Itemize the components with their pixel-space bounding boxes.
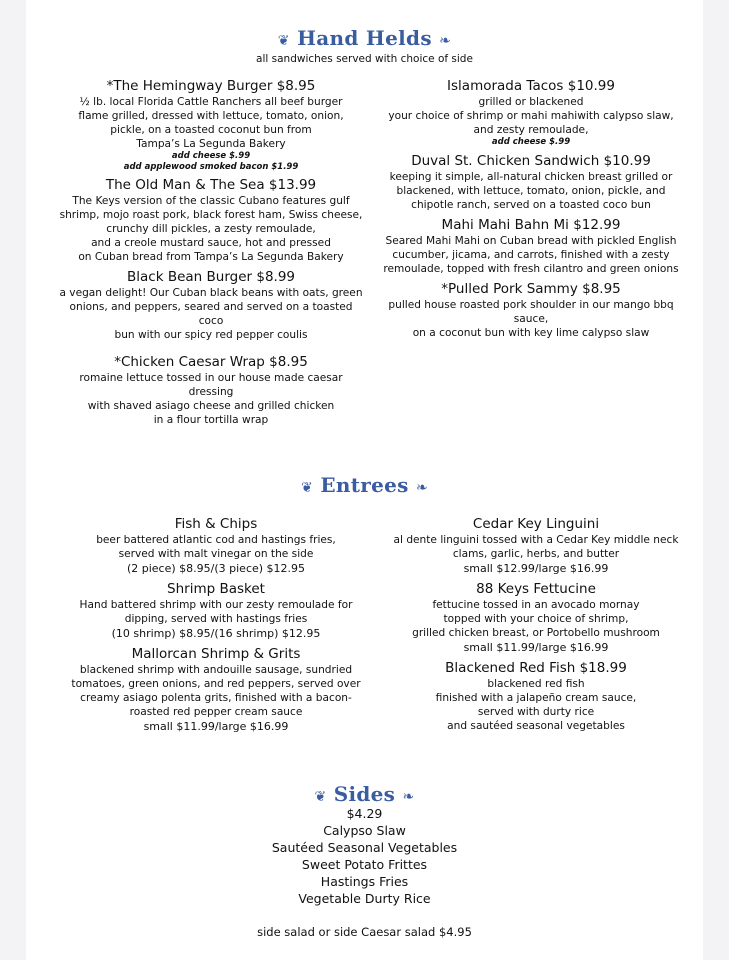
item-description-line: finished with a jalapeño cream sauce, <box>435 692 637 704</box>
item-name: Mahi Mahi Bahn Mi $12.99 <box>441 216 621 233</box>
handhelds-header <box>26 26 703 50</box>
item-name: Islamorada Tacos $10.99 <box>447 78 615 94</box>
item-description-line: roasted red pepper cream sauce <box>129 706 303 718</box>
item-description-line: served with durty rice <box>477 706 595 718</box>
item-description-line: remoulade, topped with fresh cilantro and green onions <box>383 262 679 275</box>
item-name: The Old Man & The Sea $13.99 <box>105 177 317 193</box>
entrees-right-column <box>386 516 686 738</box>
item-description-line: shrimp, mojo roast pork, black forest ham, Swiss cheese, <box>59 209 363 221</box>
item-description-line: pulled house roasted pork shoulder in our mango bbq sauce, <box>388 298 674 325</box>
item-name: Blackened Red Fish $18.99 <box>445 660 627 676</box>
item-description-line: served with malt vinegar on the side <box>118 548 314 560</box>
item-description-line: a vegan delight! Our Cuban black beans with oats, green <box>59 287 363 299</box>
item-description-line: onions, and peppers, seared and served on a toasted coco <box>69 301 353 327</box>
item-price: small $11.99/large $16.99 <box>143 720 289 733</box>
side-item: Sweet Potato Frittes <box>301 857 428 872</box>
handhelds-title: Hand Helds <box>297 26 432 50</box>
item-description-line: creamy asiago polenta grits, finished with a bacon- <box>80 692 352 704</box>
item-name: Cedar Key Linguini <box>472 516 600 532</box>
item-addon: add applewood smoked bacon $1.99 <box>123 161 299 172</box>
menu-page <box>26 0 703 960</box>
item-name: Fish & Chips <box>174 516 258 532</box>
item-price: small $11.99/large $16.99 <box>463 641 609 654</box>
item-name: Shrimp Basket <box>167 581 265 597</box>
item-description-line: on a coconut bun with key lime calypso slaw <box>412 326 650 339</box>
item-description-line: ½ lb. local Florida Cattle Ranchers all beef burger <box>79 96 343 108</box>
item-description-line: topped with your choice of shrimp, <box>443 613 629 625</box>
menu-item <box>386 660 686 733</box>
item-description-line: on Cuban bread from Tampa’s La Segunda Bakery <box>78 251 344 263</box>
sides-price: $4.29 <box>346 806 383 821</box>
left-flourish-icon: ❦ <box>301 480 314 496</box>
entrees-header <box>26 473 703 497</box>
left-flourish-icon: ❦ <box>277 33 290 49</box>
side-item: Sautéed Seasonal Vegetables <box>271 840 458 855</box>
item-description-line: grilled or blackened <box>478 96 584 108</box>
right-flourish-icon: ❧ <box>439 33 452 49</box>
entrees-left-column <box>66 516 366 739</box>
item-price: (2 piece) $8.95/(3 piece) $12.95 <box>126 562 306 575</box>
menu-item <box>376 78 686 148</box>
item-description-line: Seared Mahi Mahi on Cuban bread with pickled English <box>385 234 677 247</box>
menu-item <box>56 177 366 264</box>
item-name: Duval St. Chicken Sandwich $10.99 <box>411 152 651 169</box>
entrees-title: Entrees <box>320 473 409 497</box>
item-name: *The Hemingway Burger $8.95 <box>106 78 316 94</box>
side-item: Hastings Fries <box>320 874 409 889</box>
item-description-line: pickle, on a toasted coconut bun from <box>110 124 312 136</box>
item-description-line: Tampa’s La Segunda Bakery <box>136 138 286 150</box>
item-description-line: crunchy dill pickles, a zesty remoulade, <box>106 223 316 235</box>
item-description-line: tomatoes, green onions, and red peppers, served over <box>71 678 361 690</box>
item-description-line: blackened red fish <box>487 678 585 690</box>
item-name: *Pulled Pork Sammy $8.95 <box>441 280 621 297</box>
item-description-line: beer battered atlantic cod and hastings fries, <box>96 534 336 546</box>
item-name: *Chicken Caesar Wrap $8.95 <box>114 354 308 370</box>
item-description-line: The Keys version of the classic Cubano features gulf <box>72 195 350 207</box>
item-description-line: dipping, served with hastings fries <box>124 613 308 625</box>
item-description-line: fettucine tossed in an avocado mornay <box>432 599 640 611</box>
item-description-line: keeping it simple, all-natural chicken breast grilled or <box>389 170 673 183</box>
item-description-line: and sautéed seasonal vegetables <box>447 720 625 732</box>
item-description-line: grilled chicken breast, or Portobello mushroom <box>412 627 660 639</box>
item-description-line: and zesty remoulade, <box>473 124 589 136</box>
item-description-line: chipotle ranch, served on a toasted coco bun <box>411 198 651 211</box>
menu-item <box>66 516 366 576</box>
item-name: Black Bean Burger $8.99 <box>127 269 295 285</box>
item-description-line: clams, garlic, herbs, and butter <box>452 548 620 560</box>
left-flourish-icon: ❦ <box>314 789 327 805</box>
handhelds-right-column <box>376 78 686 345</box>
item-description-line: flame grilled, dressed with lettuce, tomato, onion, <box>78 110 344 122</box>
handhelds-subtitle: all sandwiches served with choice of side <box>256 53 473 65</box>
item-price: small $12.99/large $16.99 <box>463 562 609 575</box>
side-item: Vegetable Durty Rice <box>298 891 431 906</box>
item-description-line: romaine lettuce tossed in our house made caesar dressing <box>79 372 343 398</box>
item-name: 88 Keys Fettucine <box>476 581 596 597</box>
item-description-line: blackened shrimp with andouille sausage, sundried <box>79 664 353 676</box>
menu-item <box>376 281 686 340</box>
item-description-line: with shaved asiago cheese and grilled chicken <box>87 400 335 412</box>
item-addon: add cheese $.99 <box>171 151 251 161</box>
item-name: Mallorcan Shrimp & Grits <box>131 646 301 662</box>
menu-item <box>66 581 366 641</box>
right-flourish-icon: ❧ <box>402 789 415 805</box>
item-description-line: Hand battered shrimp with our zesty remoulade for <box>79 599 353 611</box>
item-addon: add cheese $.99 <box>491 137 571 147</box>
item-description-line: al dente linguini tossed with a Cedar Key middle neck <box>393 534 679 546</box>
item-description-line: cucumber, jicama, and carrots, finished with a zesty <box>392 248 670 261</box>
menu-item <box>56 269 366 342</box>
menu-item <box>56 78 366 172</box>
menu-item <box>66 646 366 734</box>
menu-item <box>386 581 686 655</box>
item-price: (10 shrimp) $8.95/(16 shrimp) $12.95 <box>111 627 321 640</box>
menu-item <box>56 354 366 427</box>
sides-title: Sides <box>333 782 396 806</box>
menu-item <box>386 516 686 576</box>
item-description-line: and a creole mustard sauce, hot and pressed <box>91 237 331 249</box>
item-description-line: bun with our spicy red pepper coulis <box>114 329 308 341</box>
menu-item <box>376 153 686 212</box>
sides-footer: side salad or side Caesar salad $4.95 <box>257 925 472 939</box>
item-description-line: in a flour tortilla wrap <box>153 414 269 426</box>
sides-header <box>26 782 703 806</box>
right-flourish-icon: ❧ <box>415 480 428 496</box>
side-item: Calypso Slaw <box>323 823 406 838</box>
item-description-line: your choice of shrimp or mahi mahiwith calypso slaw, <box>388 110 674 122</box>
menu-item <box>376 217 686 276</box>
item-description-line: blackened, with lettuce, tomato, onion, pickle, and <box>396 184 666 197</box>
sides-list <box>26 805 703 907</box>
handhelds-left-column <box>56 78 366 432</box>
